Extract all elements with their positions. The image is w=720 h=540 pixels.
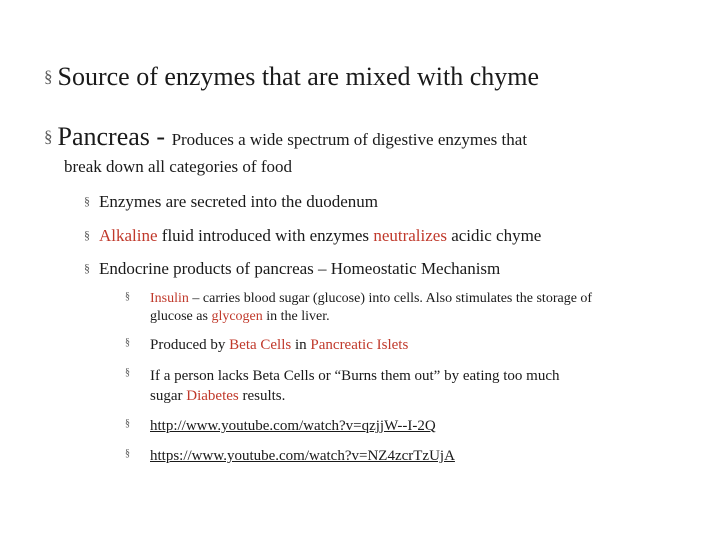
diabetes-term: Diabetes bbox=[186, 388, 239, 404]
bullet-pancreas bbox=[44, 122, 527, 152]
insulin-rest: – carries blood sugar (glucose) into cells. Also stimulates the storage of bbox=[188, 291, 593, 306]
secreted-text: Enzymes are secreted into the duodenum bbox=[99, 192, 378, 211]
lacks-line2-end: results. bbox=[238, 388, 286, 404]
insulin-line2-end: in the liver. bbox=[262, 309, 330, 324]
bullet-secreted bbox=[84, 192, 378, 212]
link2-wrap bbox=[150, 447, 455, 465]
subbullet-link2 bbox=[125, 447, 685, 467]
produced-mid: in bbox=[291, 337, 311, 353]
glycogen-term: glycogen bbox=[211, 309, 263, 324]
pancreas-desc: Produces a wide spectrum of digestive enzymes that bbox=[171, 130, 528, 149]
lacks-text bbox=[150, 366, 559, 406]
bullet-marker: § bbox=[125, 367, 130, 378]
bullet-marker: § bbox=[125, 418, 130, 429]
beta-cells-term: Beta Cells bbox=[229, 337, 292, 353]
insulin-text bbox=[150, 290, 592, 326]
youtube-link-1[interactable]: http://www.youtube.com/watch?v=qzjjW--I-2Q bbox=[150, 418, 436, 434]
bullet-source-text: Source of enzymes that are mixed with chyme bbox=[57, 62, 540, 91]
insulin-term: Insulin bbox=[150, 291, 189, 306]
bullet-marker: § bbox=[125, 337, 130, 348]
subbullet-produced bbox=[125, 336, 685, 356]
alkaline-end: acidic chyme bbox=[446, 226, 542, 245]
subbullet-lacks bbox=[125, 366, 685, 406]
bullet-marker: § bbox=[44, 67, 53, 86]
bullet-marker: § bbox=[125, 448, 130, 459]
neutralizes-term: neutralizes bbox=[373, 226, 447, 245]
alkaline-mid: fluid introduced with enzymes bbox=[157, 226, 374, 245]
pancreatic-islets-term: Pancreatic Islets bbox=[310, 337, 409, 353]
pancreas-desc-line2: break down all categories of food bbox=[64, 157, 292, 176]
insulin-line2-start: glucose as bbox=[150, 309, 212, 324]
youtube-link-2[interactable]: https://www.youtube.com/watch?v=NZ4zcrTzUjA bbox=[150, 448, 455, 464]
bullet-endocrine bbox=[84, 259, 500, 279]
link1-wrap bbox=[150, 417, 436, 435]
bullet-marker: § bbox=[84, 194, 90, 208]
lacks-line2-start: sugar bbox=[150, 388, 187, 404]
subbullet-insulin bbox=[125, 290, 685, 330]
pancreas-title: Pancreas - bbox=[57, 122, 172, 151]
alkaline-term: Alkaline bbox=[99, 226, 158, 245]
endocrine-text: Endocrine products of pancreas – Homeostatic Mechanism bbox=[99, 259, 501, 278]
bullet-alkaline bbox=[84, 226, 541, 246]
lacks-line1: If a person lacks Beta Cells or “Burns them out” by eating too much bbox=[150, 368, 560, 384]
subbullet-link1 bbox=[125, 417, 685, 437]
bullet-marker: § bbox=[84, 261, 90, 275]
produced-start: Produced by bbox=[150, 337, 230, 353]
bullet-marker: § bbox=[84, 228, 90, 242]
bullet-source bbox=[44, 62, 539, 92]
produced-text bbox=[150, 336, 408, 354]
bullet-marker: § bbox=[44, 127, 53, 146]
bullet-marker: § bbox=[125, 291, 130, 302]
